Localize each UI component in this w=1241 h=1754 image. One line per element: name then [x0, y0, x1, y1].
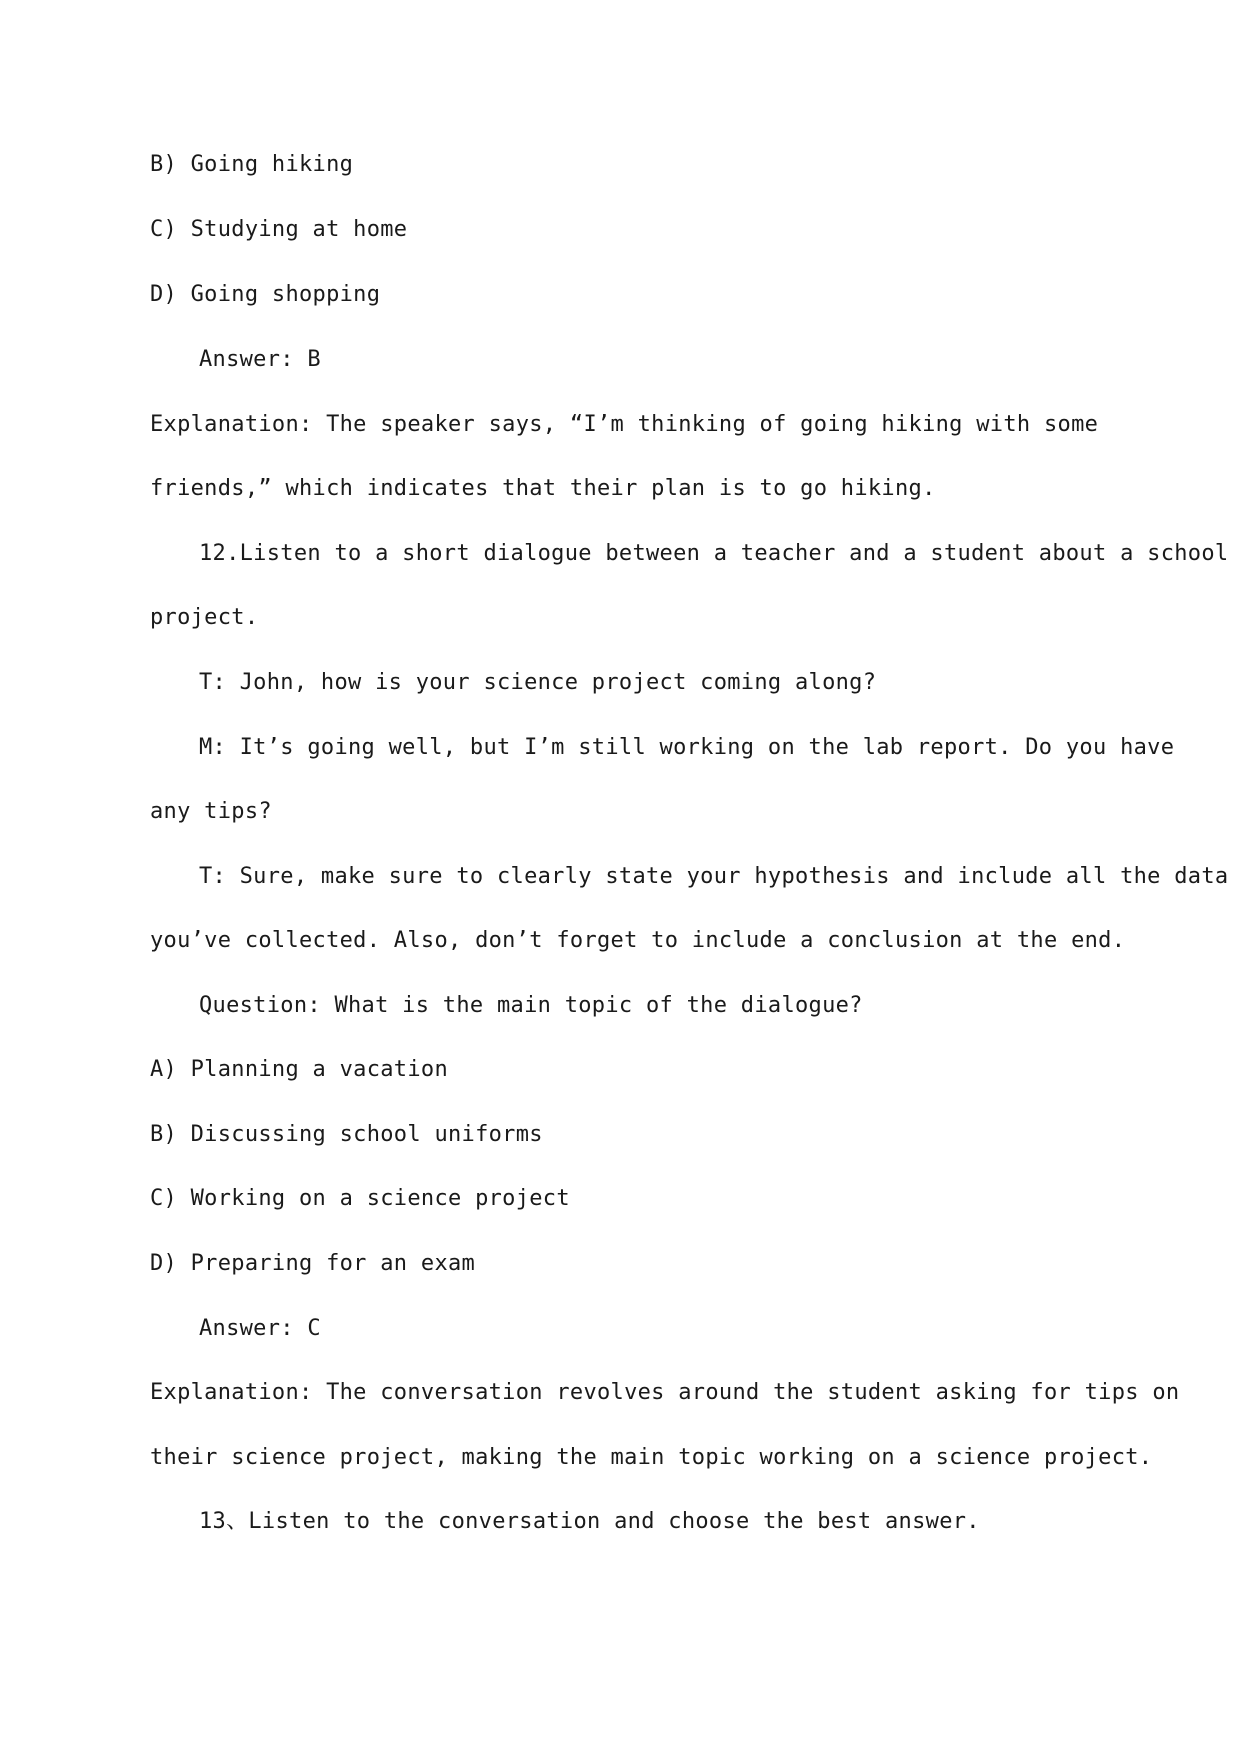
question-12-prompt-line-2: project. — [150, 605, 259, 630]
option-c-studying-at-home: C) Studying at home — [150, 217, 408, 242]
question-13-prompt: 13、Listen to the conversation and choose the best answer. — [199, 1509, 980, 1534]
option-c-science-project: C) Working on a science project — [150, 1186, 570, 1211]
dialogue-line-teacher-1: T: John, how is your science project coming along? — [199, 670, 877, 695]
answer-12: Answer: C — [199, 1316, 321, 1341]
option-b-going-hiking: B) Going hiking — [150, 152, 354, 177]
question-12-prompt-line-1: 12.Listen to a short dialogue between a teacher and a student about a school — [199, 541, 1229, 566]
option-b-school-uniforms: B) Discussing school uniforms — [150, 1122, 543, 1147]
explanation-12-line-1: Explanation: The conversation revolves around the student asking for tips on — [150, 1380, 1180, 1405]
dialogue-line-student-1: M: It’s going well, but I’m still working on the lab report. Do you have — [199, 735, 1175, 760]
option-d-going-shopping: D) Going shopping — [150, 282, 381, 307]
explanation-11-line-1: Explanation: The speaker says, “I’m thinking of going hiking with some — [150, 412, 1099, 437]
explanation-12-line-2: their science project, making the main topic working on a science project. — [150, 1445, 1153, 1470]
answer-11: Answer: B — [199, 347, 321, 372]
dialogue-line-teacher-2-cont: you’ve collected. Also, don’t forget to include a conclusion at the end. — [150, 928, 1126, 953]
option-a-planning-vacation: A) Planning a vacation — [150, 1057, 448, 1082]
option-d-preparing-exam: D) Preparing for an exam — [150, 1251, 476, 1276]
question-12-text: Question: What is the main topic of the dialogue? — [199, 993, 863, 1018]
dialogue-line-teacher-2: T: Sure, make sure to clearly state your hypothesis and include all the data — [199, 864, 1229, 889]
explanation-11-line-2: friends,” which indicates that their plan is to go hiking. — [150, 476, 936, 501]
dialogue-line-student-1-cont: any tips? — [150, 799, 272, 824]
